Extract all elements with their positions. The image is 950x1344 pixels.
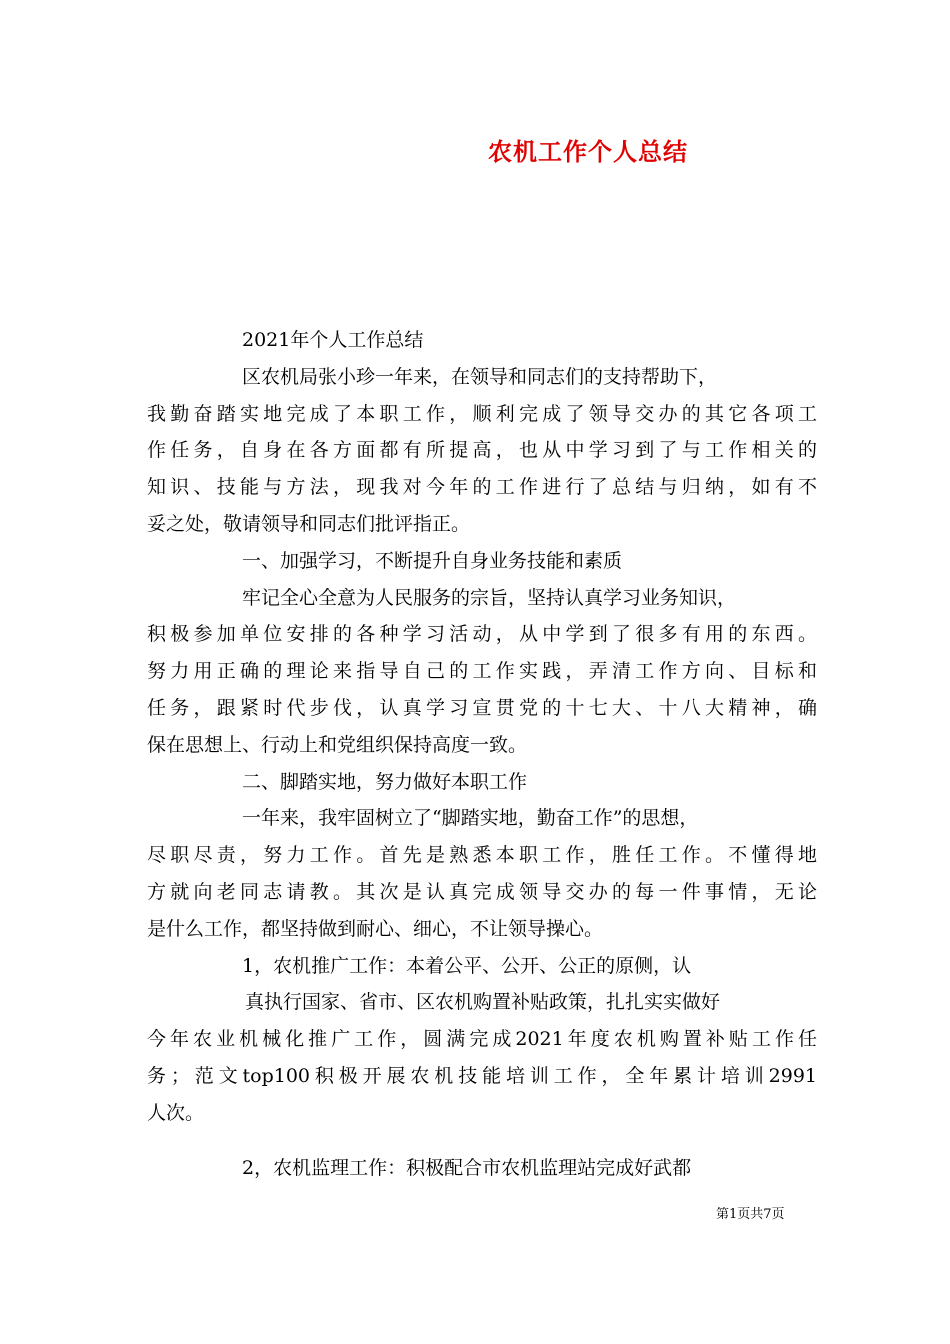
paragraph-line: 真执行国家、省市、区农机购置补贴政策，扎扎实实做好 [245,991,721,1014]
paragraph-line: 牢记全心全意为人民服务的宗旨，坚持认真学习业务知识， [242,586,737,609]
paragraph-line: 保在思想上、行动上和党组织保持高度一致。 [147,733,528,756]
paragraph-line: 努力用正确的理论来指导自己的工作实践，弄清工作方向、目标和 [147,660,817,683]
paragraph-line: 积极参加单位安排的各种学习活动，从中学到了很多有用的东西。 [147,623,817,646]
section-heading: 2021年个人工作总结 [242,329,424,351]
section-heading: 一、加强学习，不断提升自身业务技能和素质 [242,549,623,572]
paragraph-line: 人次。 [147,1101,205,1124]
list-item: 1，农机推广工作：本着公平、公开、公正的原侧，认 [242,954,692,977]
paragraph-line: 尽职尽责，努力工作。首先是熟悉本职工作，胜任工作。不懂得地 [147,844,817,867]
paragraph-spacer [147,1132,817,1150]
paragraph-line: 妥之处，敬请领导和同志们批评指正。 [147,512,471,535]
document-body [147,322,817,1186]
paragraph-line: 方就向老同志请教。其次是认真完成领导交办的每一件事情，无论 [147,880,817,903]
paragraph-line: 务；范文top100积极开展农机技能培训工作，全年累计培训2991 [147,1064,817,1087]
section-heading: 二、脚踏实地，努力做好本职工作 [242,770,528,793]
document-title: 农机工作个人总结 [488,137,688,166]
list-item: 2，农机监理工作：积极配合市农机监理站完成好武都 [242,1156,692,1179]
paragraph-line: 作任务，自身在各方面都有所提高，也从中学习到了与工作相关的 [147,439,817,462]
paragraph-line: 区农机局张小珍一年来，在领导和同志们的支持帮助下， [242,365,718,388]
paragraph-line: 任务，跟紧时代步伐，认真学习宣贯党的十七大、十八大精神，确 [147,696,817,719]
paragraph-line: 一年来，我牢固树立了“脚踏实地，勤奋工作”的思想， [242,807,699,830]
paragraph-line: 我勤奋踏实地完成了本职工作，顺利完成了领导交办的其它各项工 [147,402,817,425]
paragraph-line: 是什么工作，都坚持做到耐心、细心，不让领导操心。 [147,917,604,940]
paragraph-line: 今年农业机械化推广工作，圆满完成2021年度农机购置补贴工作任 [147,1028,817,1051]
page-number: 第1页共7页 [716,1207,785,1222]
paragraph-line: 知识、技能与方法，现我对今年的工作进行了总结与归纳，如有不 [147,476,817,499]
